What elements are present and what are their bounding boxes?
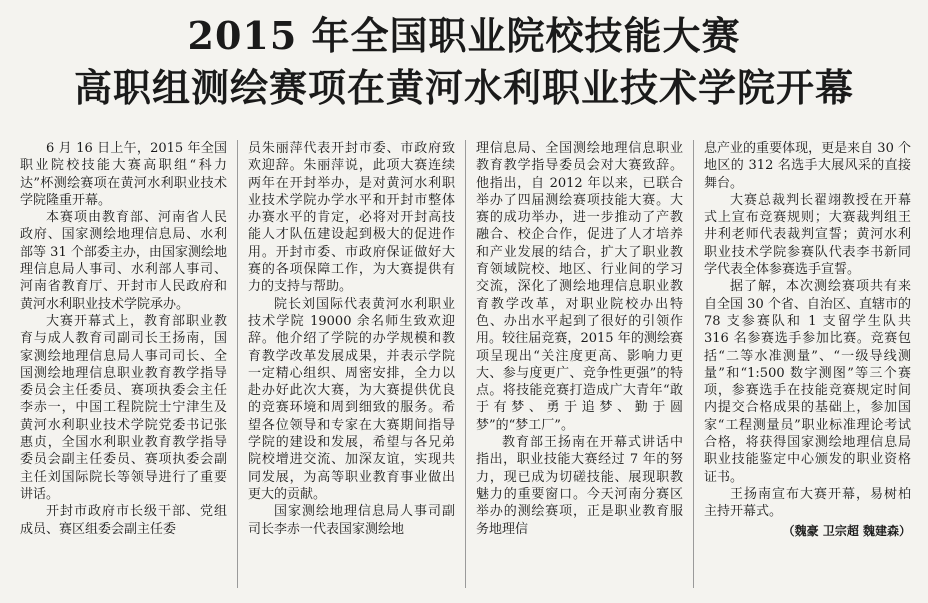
article-body xyxy=(20,140,910,588)
paragraph: 息产业的重要体现，更是来自 30 个地区的 312 名选手大展风采的直接舞台。 xyxy=(704,141,911,191)
article-column-1 xyxy=(20,140,227,588)
paragraph: 员朱丽萍代表开封市委、市政府致欢迎辞。朱丽萍说，此项大赛连续两年在开封举办，是对黄河水利职业技术学院办学水平和开封市整体办赛水平的肯定，必将对开封高技能人才队伍建设起到极大的促进作用。开封市委、市政府保证做好大赛的各项保障工作，为大赛提供有力的支持与帮助。 xyxy=(248,141,455,295)
paragraph: 大赛总裁判长翟翊教授在开幕式上宣布竞赛规则；大赛裁判组王井利老师代表裁判宣誓；黄河水利职业技术学院参赛队代表李书新同学代表全体参赛选手宣誓。 xyxy=(704,192,911,278)
paragraph: 国家测绘地理信息局人事司副司长李赤一代表国家测绘地 xyxy=(248,504,455,537)
paragraph: 理信息局、全国测绘地理信息职业教育教学指导委员会对大赛致辞。他指出，自 2012 年以来，已联合举办了四届测绘赛项技能大赛。大赛的成功举办，进一步推动了产教融合、校企合作，促进了人才培养和产业发展的结合，扩大了职业教育领域院校、地区、行业间的学习交流，深化了测绘地理信息职业教育教学改革，对职业院校办出特色、办出水平起到了很好的引领作用。较往届竞赛，2015 年的测绘赛项呈现出“关注度更高、影响力更大、参与度更广、竞争性更强”的特点。将技能竞赛打造成广大青年“敢于有梦、勇于追梦、勤于圆梦”的“梦工厂”。 xyxy=(476,141,683,433)
author-byline: （魏豪 卫宗超 魏建森） xyxy=(782,523,911,538)
article-column-3 xyxy=(476,140,683,588)
paragraph: 6 月 16 日上午，2015 年全国职业院校技能大赛高职组“科力达”杯测绘赛项在黄河水利职业技术学院隆重开幕。 xyxy=(20,141,227,208)
headline-line-2: 高职组测绘赛项在黄河水利职业技术学院开幕 xyxy=(73,65,854,110)
headline-line-1: 2015 年全国职业院校技能大赛 xyxy=(187,13,741,58)
column-divider xyxy=(465,140,466,588)
paragraph: 开封市政府市长级干部、党组成员、赛区组委会副主任委 xyxy=(20,504,227,537)
paragraph: 教育部王扬南在开幕式讲话中指出，职业技能大赛经过 7 年的努力，现已成为切磋技能、展现职教魅力的重要窗口。今天河南分赛区举办的测绘赛项，正是职业教育服务地理信 xyxy=(476,435,683,537)
paragraph: 院长刘国际代表黄河水利职业技术学院 19000 余名师生致欢迎辞。他介绍了学院的办学规模和教育教学改革发展成果，并表示学院一定精心组织、周密安排，全力以赴办好此次大赛，为大赛提供优良的竞赛环境和周到细致的服务。希望各位领导和专家在大赛期间指导学院的建设和发展，希望与各兄弟院校增进交流、加深友谊，实现共同发展，为高等职业教育事业做出更大的贡献。 xyxy=(248,296,455,502)
paragraph: 大赛开幕式上，教育部职业教育与成人教育司副司长王扬南，国家测绘地理信息局人事司司长、全国测绘地理信息职业教育教学指导委员会主任委员、赛项执委会主任李赤一，中国工程院院士宁津生及黄河水利职业技术学院党委书记张惠贞，全国水利职业教育教学指导委员会副主任委员、赛项执委会副主任刘国际院长等领导进行了重要讲话。 xyxy=(20,313,227,502)
column-divider xyxy=(693,140,694,588)
article-column-4 xyxy=(704,140,911,588)
paragraph: 据了解，本次测绘赛项共有来自全国 30 个省、自治区、直辖市的 78 支参赛队和 1 支留学生队共 316 名参赛选手参加比赛。竞赛包括“二等水准测量”、“一级导线测量”和“1:500 数字测图”等三个赛项，参赛选手在技能竞赛规定时间内提交合格成果的基础上，参加国家“工程测量员”职业标准理论考试合格，将获得国家测绘地理信息局职业技能鉴定中心颁发的职业资格证书。 xyxy=(704,279,911,485)
article-column-2 xyxy=(248,140,455,588)
paragraph: 本赛项由教育部、河南省人民政府、国家测绘地理信息局、水利部等 31 个部委主办，由国家测绘地理信息局人事司、水利部人事司、河南省教育厅、开封市人民政府和黄河水利职业技术学院承办。 xyxy=(20,210,227,312)
paragraph: 王扬南宣布大赛开幕，易树柏主持开幕式。 xyxy=(704,486,911,520)
column-divider xyxy=(237,140,238,588)
